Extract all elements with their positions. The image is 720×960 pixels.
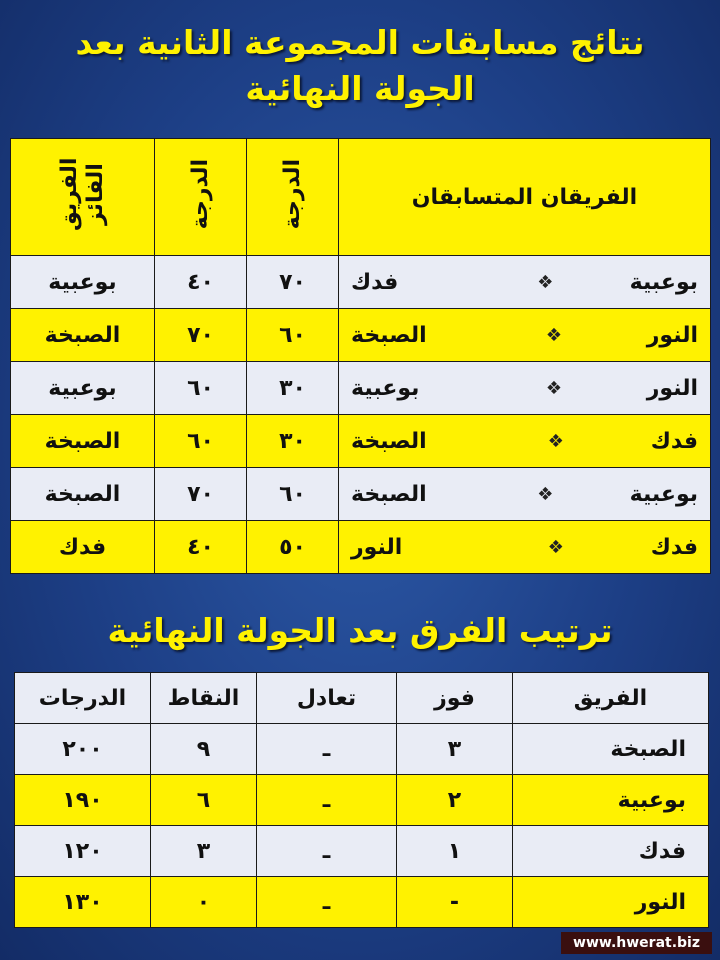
wins: ٢: [397, 775, 513, 826]
team2: الصبخة: [351, 481, 427, 507]
points: ٣: [151, 826, 257, 877]
winner: بوعبية: [11, 362, 155, 415]
header-team: الفريق: [513, 673, 709, 724]
winner: الصبخة: [11, 415, 155, 468]
score1: ٧٠: [247, 256, 339, 309]
score2: ٧٠: [155, 309, 247, 362]
team1: النور: [646, 375, 698, 401]
team2: فدك: [351, 269, 399, 295]
diamond-icon: ❖: [547, 430, 564, 452]
title-line-1: نتائج مسابقات المجموعة الثانية بعد: [75, 23, 645, 62]
winner: الصبخة: [11, 309, 155, 362]
table-row: [11, 468, 711, 521]
scores: ١٢٠: [15, 826, 151, 877]
points: ٩: [151, 724, 257, 775]
page-title: [0, 20, 720, 112]
winner: بوعبية: [11, 256, 155, 309]
team-name: بوعبية: [513, 775, 709, 826]
score2: ٤٠: [155, 256, 247, 309]
score2: ٦٠: [155, 362, 247, 415]
winner: الصبخة: [11, 468, 155, 521]
match-cell: [339, 362, 711, 415]
header-score2: الدرجة: [155, 139, 247, 256]
team1: النور: [646, 322, 698, 348]
score2: ٤٠: [155, 521, 247, 574]
points: ٦: [151, 775, 257, 826]
header-wins: فوز: [397, 673, 513, 724]
table-row: [15, 775, 709, 826]
score2: ٧٠: [155, 468, 247, 521]
points: ٠: [151, 877, 257, 928]
table-row: [15, 826, 709, 877]
draws: ـ: [257, 775, 397, 826]
header-scores: الدرجات: [15, 673, 151, 724]
winner: فدك: [11, 521, 155, 574]
matches-table: [10, 138, 711, 574]
score1: ٦٠: [247, 468, 339, 521]
team-name: النور: [513, 877, 709, 928]
table-row: [11, 309, 711, 362]
match-cell: [339, 468, 711, 521]
table-row: [11, 256, 711, 309]
wins: -: [397, 877, 513, 928]
wins: ١: [397, 826, 513, 877]
draws: ـ: [257, 724, 397, 775]
team1: بوعبية: [629, 269, 698, 295]
watermark: www.hwerat.biz: [561, 932, 712, 954]
diamond-icon: ❖: [537, 271, 554, 293]
team2: النور: [351, 534, 403, 560]
team2: الصبخة: [351, 322, 427, 348]
score2: ٦٠: [155, 415, 247, 468]
table-row: [11, 521, 711, 574]
team1: فدك: [650, 534, 698, 560]
table-row: [11, 362, 711, 415]
match-cell: [339, 521, 711, 574]
table-row: [15, 724, 709, 775]
draws: ـ: [257, 877, 397, 928]
draws: ـ: [257, 826, 397, 877]
score1: ٣٠: [247, 362, 339, 415]
team1: بوعبية: [629, 481, 698, 507]
team1: فدك: [650, 428, 698, 454]
wins: ٣: [397, 724, 513, 775]
match-cell: [339, 309, 711, 362]
matches-header-row: [11, 139, 711, 256]
score1: ٥٠: [247, 521, 339, 574]
match-cell: [339, 256, 711, 309]
team-name: فدك: [513, 826, 709, 877]
standings-header-row: [15, 673, 709, 724]
diamond-icon: ❖: [547, 536, 564, 558]
standings-title: ترتيب الفرق بعد الجولة النهائية: [107, 611, 613, 650]
diamond-icon: ❖: [545, 377, 562, 399]
diamond-icon: ❖: [545, 324, 562, 346]
title-line-2: الجولة النهائية: [245, 69, 475, 108]
scores: ١٣٠: [15, 877, 151, 928]
table-row: [11, 415, 711, 468]
header-teams: الفريقان المتسابقان: [339, 139, 711, 256]
score1: ٦٠: [247, 309, 339, 362]
header-score1: الدرجة: [247, 139, 339, 256]
match-cell: [339, 415, 711, 468]
header-points: النقاط: [151, 673, 257, 724]
team2: بوعبية: [351, 375, 420, 401]
table-row: [15, 877, 709, 928]
team-name: الصبخة: [513, 724, 709, 775]
header-draws: تعادل: [257, 673, 397, 724]
diamond-icon: ❖: [537, 483, 554, 505]
scores: ١٩٠: [15, 775, 151, 826]
header-winner: الفريق الفائز: [11, 139, 155, 256]
scores: ٢٠٠: [15, 724, 151, 775]
team2: الصبخة: [351, 428, 427, 454]
standings-table: [14, 672, 709, 928]
score1: ٣٠: [247, 415, 339, 468]
